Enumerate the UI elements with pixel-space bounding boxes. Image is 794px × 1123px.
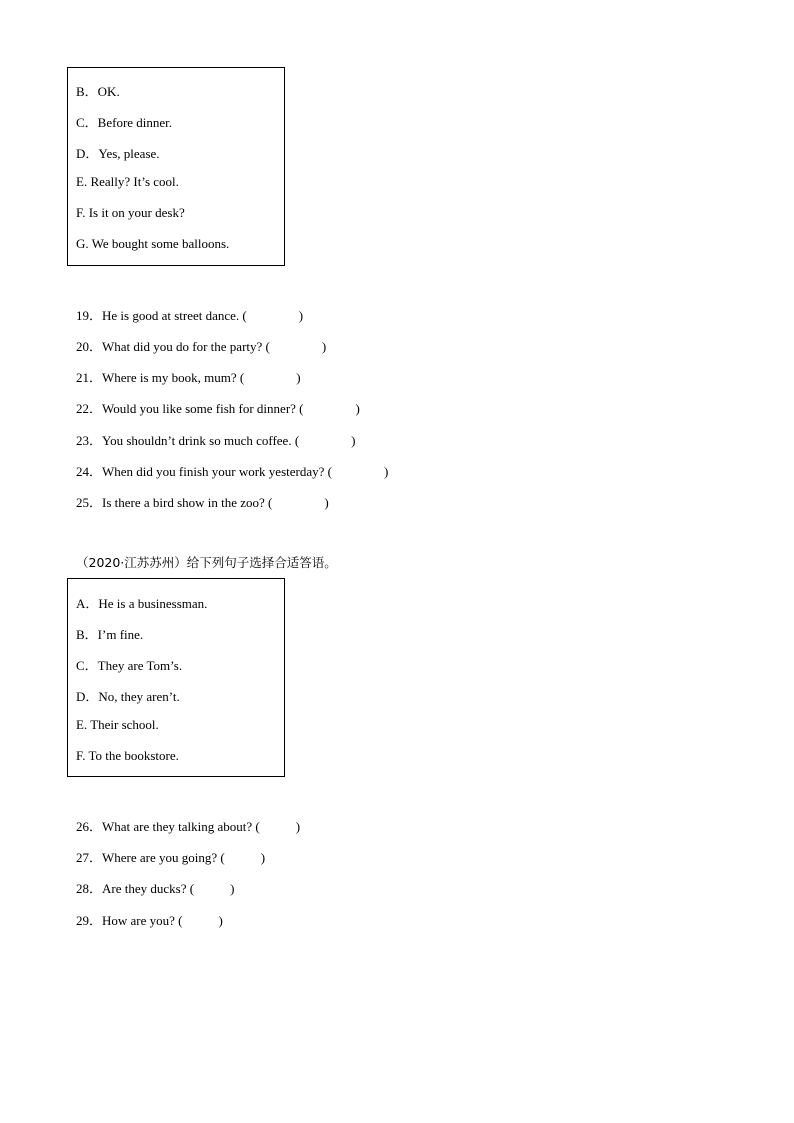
close-paren: ) xyxy=(321,339,327,354)
question-22 xyxy=(76,398,360,417)
question-26 xyxy=(76,816,300,835)
close-paren: ) xyxy=(355,401,360,416)
close-paren: ) xyxy=(295,819,301,834)
close-paren: ) xyxy=(296,370,301,385)
question-text: 24．When did you finish your work yesterday? ( xyxy=(76,464,332,479)
question-text: 23．You shouldn’t drink so much coffee. ( xyxy=(76,433,300,448)
close-paren: ) xyxy=(230,881,235,896)
question-28 xyxy=(76,878,234,897)
close-paren: ) xyxy=(324,495,329,510)
option-b: B．OK. xyxy=(76,84,120,99)
option-e: E. Really? It’s cool. xyxy=(76,174,179,189)
option-d: D．No, they aren’t. xyxy=(76,689,180,704)
options-box-1 xyxy=(67,67,285,266)
option-b: B．I’m fine. xyxy=(76,627,144,642)
close-paren: ) xyxy=(351,433,356,448)
options-box-2 xyxy=(67,578,285,777)
question-24 xyxy=(76,461,388,480)
question-20 xyxy=(76,336,326,355)
question-text: 26．What are they talking about? ( xyxy=(76,819,260,834)
option-d: D．Yes, please. xyxy=(76,146,160,161)
question-21 xyxy=(76,367,301,386)
question-19 xyxy=(76,305,303,324)
section-heading: （2020·江苏苏州）给下列句子选择合适答语。 xyxy=(76,555,337,570)
option-c: C．Before dinner. xyxy=(76,115,173,130)
option-f: F. To the bookstore. xyxy=(76,748,179,763)
question-text: 21．Where is my book, mum? ( xyxy=(76,370,245,385)
question-text: 29．How are you? ( xyxy=(76,913,183,928)
option-e: E. Their school. xyxy=(76,717,159,732)
question-text: 20．What did you do for the party? ( xyxy=(76,339,270,354)
close-paren: ) xyxy=(298,308,304,323)
question-text: 28．Are they ducks? ( xyxy=(76,881,195,896)
option-a: A．He is a businessman. xyxy=(76,596,208,611)
question-text: 25．Is there a bird show in the zoo? ( xyxy=(76,495,273,510)
close-paren: ) xyxy=(260,850,266,865)
question-29 xyxy=(76,910,223,929)
question-text: 22．Would you like some fish for dinner? ( xyxy=(76,401,304,416)
question-text: 19．He is good at street dance. ( xyxy=(76,308,247,323)
option-g: G. We bought some balloons. xyxy=(76,236,230,251)
question-25 xyxy=(76,492,329,511)
question-23 xyxy=(76,430,356,449)
close-paren: ) xyxy=(383,464,389,479)
question-27 xyxy=(76,847,265,866)
question-text: 27．Where are you going? ( xyxy=(76,850,225,865)
close-paren: ) xyxy=(218,913,223,928)
option-f: F. Is it on your desk? xyxy=(76,205,185,220)
option-c: C．They are Tom’s. xyxy=(76,658,183,673)
